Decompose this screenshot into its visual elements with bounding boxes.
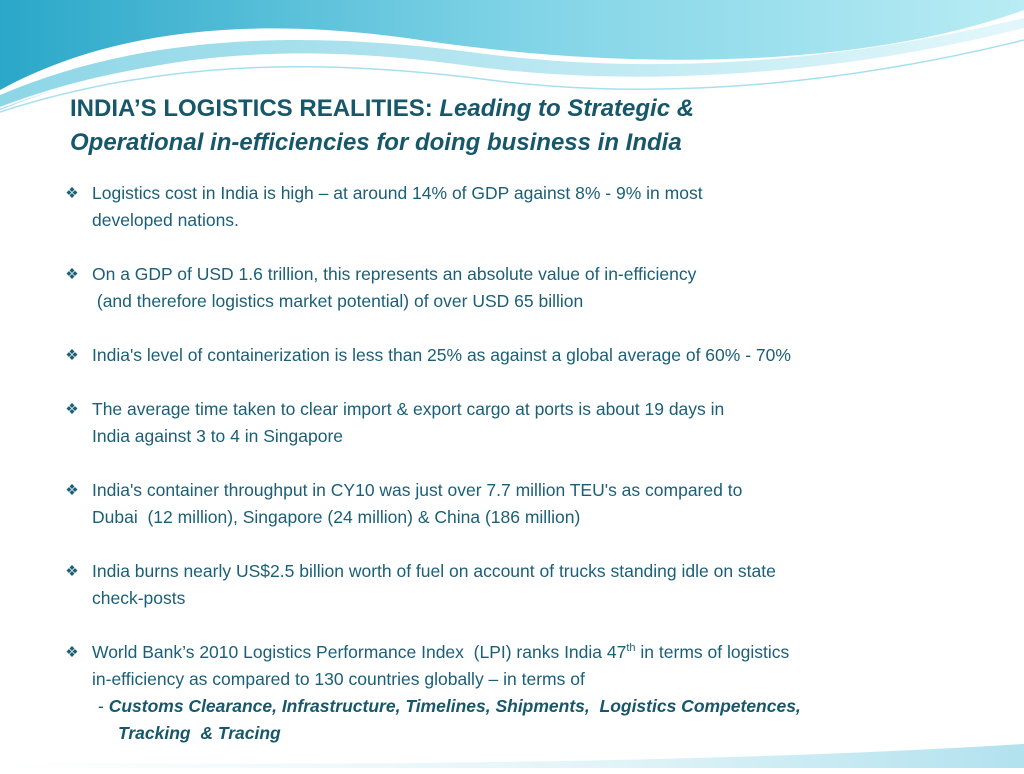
bullet-item [62,477,962,531]
bullet-item [62,180,962,234]
bullet-text: On a GDP of USD 1.6 trillion, this represents an absolute value of in-efficiency [92,264,697,284]
slide-title [70,92,950,160]
title-italic-2: Operational in-efficiencies for doing business in India [70,129,682,156]
bullet-text: India's level of containerization is less than 25% as against a global average of 60% - 70% [92,345,791,365]
bullet-text [92,639,962,666]
diamond-bullet-icon: ❖ [65,185,79,202]
bullet-text: (and therefore logistics market potential) of over USD 65 billion [92,291,584,311]
bullet-text: developed nations. [92,210,239,230]
bullet-text: India against 3 to 4 in Singapore [92,426,344,446]
bullet-item [62,342,962,369]
diamond-bullet-icon: ❖ [65,401,79,418]
bullet-text: Logistics cost in India is high – at around 14% of GDP against 8% - 9% in most [92,183,703,203]
bullet-text: Dubai (12 million), Singapore (24 million) & China (186 million) [92,507,581,527]
diamond-bullet-icon: ❖ [65,482,79,499]
bullet-text: The average time taken to clear import & export cargo at ports is about 19 days in [92,399,725,419]
bullet-text: India's container throughput in CY10 was just over 7.7 million TEU's as compared to [92,480,743,500]
sub-dash: - [98,696,109,716]
bullet-text: in-efficiency as compared to 130 countries globally – in terms of [92,669,585,689]
diamond-bullet-icon: ❖ [65,644,79,661]
bullet-text-pre: World Bank’s 2010 Logistics Performance Index (LPI) ranks India 47 [92,642,627,662]
sub-point [92,693,962,720]
bullet-item [62,261,962,315]
footer-wave-decoration [0,738,1024,768]
bullet-text: India burns nearly US$2.5 billion worth of fuel on account of trucks standing idle on state [92,561,776,581]
sub-point-cont: Tracking & Tracing [118,723,281,743]
title-normal: INDIA’S LOGISTICS REALITIES: [70,95,440,122]
bullet-item [62,558,962,612]
sub-text: Customs Clearance, Infrastructure, Timelines, Shipments, Logistics Competences, [108,696,801,716]
bullet-item [62,639,962,747]
bullet-text-post: in terms of logistics [635,642,790,662]
diamond-bullet-icon: ❖ [65,563,79,580]
bullet-list [62,180,962,774]
bullet-text: check-posts [92,588,186,608]
superscript: th [626,642,636,655]
title-italic-1: Leading to Strategic & [439,95,695,122]
diamond-bullet-icon: ❖ [65,347,79,364]
bullet-item [62,396,962,450]
diamond-bullet-icon: ❖ [65,266,79,283]
